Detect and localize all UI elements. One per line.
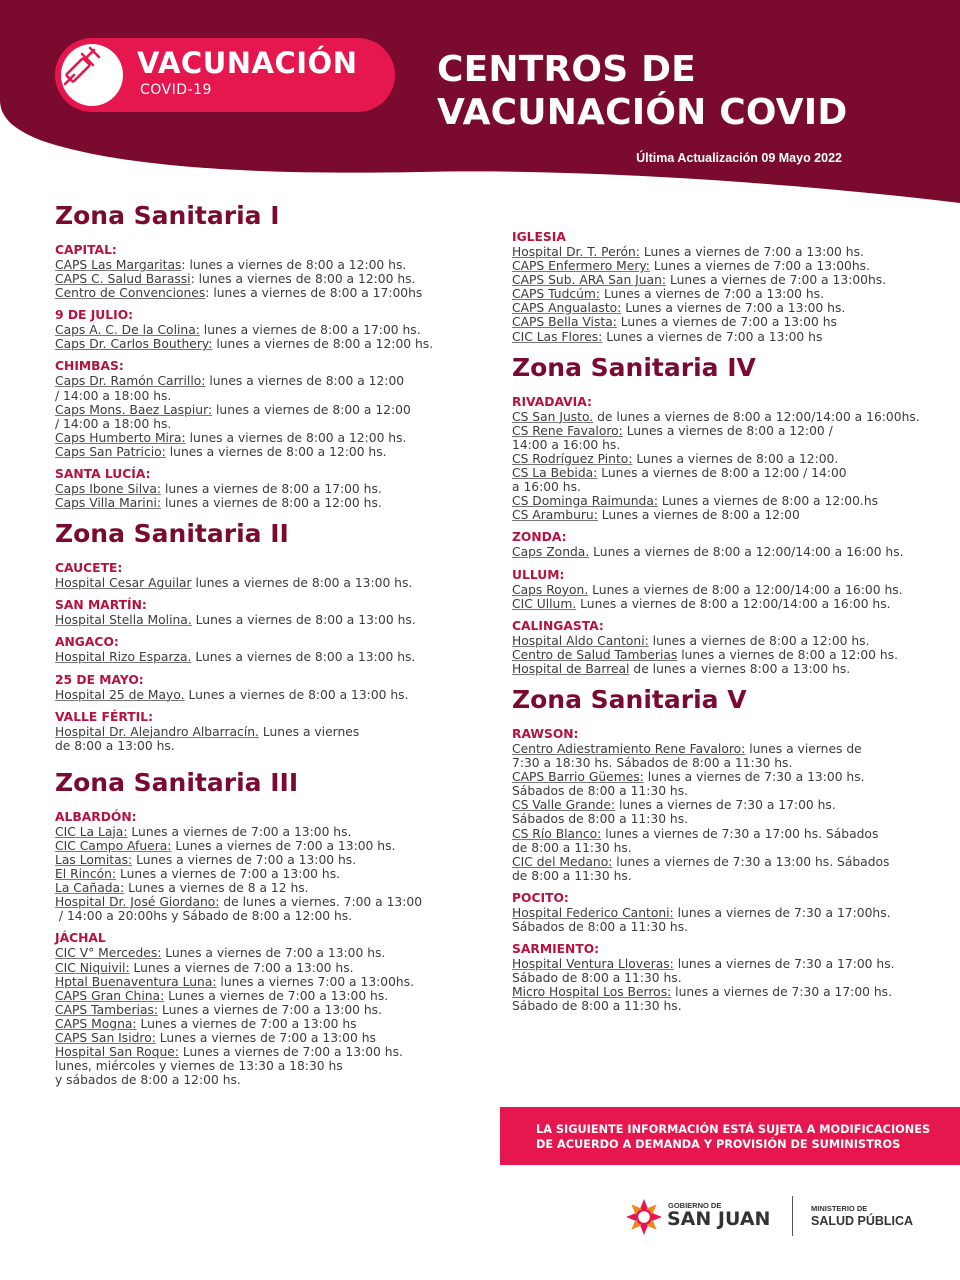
syringe-icon: [61, 44, 123, 106]
center-entry: [512, 424, 942, 438]
center-name: CAPS Mogna:: [55, 1016, 137, 1031]
center-entry: [55, 909, 475, 923]
center-name: CAPS San Isidro:: [55, 1031, 156, 1045]
center-entry: [55, 613, 475, 627]
center-entry: [512, 841, 942, 855]
center-schedule: Lunes a viernes de 7:00 a 13:00 hs.: [116, 867, 341, 882]
notice-line-2: DE ACUERDO A DEMANDA Y PROVISIÓN DE SUMINISTROS: [536, 1138, 901, 1151]
center-name: CAPS C. Salud Barassi: [55, 272, 191, 287]
center-schedule: / 14:00 a 18:00 hs.: [55, 388, 172, 403]
center-entry: [55, 975, 475, 989]
center-schedule: / 14:00 a 18:00 hs.: [55, 416, 172, 431]
center-schedule: Lunes a viernes de 7:00 a 13:00 hs.: [639, 245, 864, 259]
center-name: CIC del Medano:: [512, 854, 613, 869]
center-schedule: y sábados de 8:00 a 12:00 hs.: [55, 1073, 241, 1088]
badge-subtitle: COVID-19: [140, 82, 212, 98]
center-name: CAPS Tudcúm:: [512, 287, 601, 302]
center-schedule: Sábado de 8:00 a 11:30 hs.: [512, 999, 682, 1014]
zone-heading: Zona Sanitaria V: [512, 684, 747, 714]
center-entry: [512, 245, 942, 259]
center-schedule: lunes a viernes de 8:00 a 17:00 hs.: [199, 323, 421, 338]
center-entry: [512, 634, 942, 648]
center-name: CAPS Tamberias:: [55, 1002, 159, 1017]
center-schedule: Lunes a viernes de 8:00 a 12:00/14:00 a 16:00 hs.: [589, 545, 904, 560]
department-heading: ANGACO:: [55, 635, 119, 650]
department-heading: IGLESIA: [512, 230, 566, 244]
center-name: CAPS Sub. ARA San Juan:: [512, 273, 667, 288]
center-name: CIC Ullum.: [512, 596, 577, 611]
center-list: [512, 957, 942, 1013]
zone-heading: Zona Sanitaria IV: [512, 352, 756, 382]
center-schedule: Lunes a viernes de 8:00 a 13:00 hs.: [191, 650, 416, 665]
center-entry: [512, 597, 942, 611]
zone-section: [55, 200, 475, 510]
center-name: CIC Niquivil:: [55, 960, 130, 975]
department-heading: VALLE FÉRTIL:: [55, 709, 153, 724]
title-line-2: VACUNACIÓN COVID: [437, 92, 848, 133]
center-entry: [512, 999, 942, 1013]
center-entry: [55, 825, 475, 839]
center-entry: [55, 496, 475, 510]
department-heading: RIVADAVIA:: [512, 394, 592, 409]
center-schedule: Lunes a viernes de 8:00 a 12:00: [597, 508, 800, 523]
center-schedule: Lunes a viernes de 8 a 12 hs.: [124, 881, 309, 896]
center-entry: [55, 431, 475, 445]
center-entry: [512, 812, 942, 826]
center-schedule: lunes a viernes de 8:00 a 12:00 hs.: [648, 633, 870, 648]
department-heading: ZONDA:: [512, 530, 567, 545]
center-list: [55, 946, 475, 1087]
center-schedule: Lunes a viernes de 8:00 a 12:00.: [632, 451, 839, 466]
center-name: Hospital Rizo Esparza.: [55, 650, 192, 665]
center-schedule: : lunes a viernes de 8:00 a 12:00 hs.: [190, 272, 416, 287]
center-name: CAPS Enfermero Mery:: [512, 259, 650, 274]
department-heading: CAUCETE:: [55, 561, 123, 576]
center-name: CS Aramburu:: [512, 508, 598, 523]
center-name: Hptal Buenaventura Luna:: [55, 974, 217, 989]
center-schedule: Lunes a viernes de 7:00 a 13:00 hs.: [621, 301, 846, 316]
vaccination-badge: [55, 38, 395, 112]
center-schedule: lunes a viernes de 8:00 a 17:00 hs.: [161, 482, 382, 497]
center-entry: [55, 1073, 475, 1087]
center-list: [512, 634, 942, 676]
center-entry: [512, 920, 942, 934]
center-entry: [55, 867, 475, 881]
department-heading: 9 DE JULIO:: [55, 308, 134, 323]
center-entry: [512, 798, 942, 812]
last-update: Última Actualización 09 Mayo 2022: [636, 151, 842, 165]
center-entry: [55, 739, 475, 753]
zone-heading: Zona Sanitaria II: [55, 519, 289, 549]
center-name: CAPS Las Margaritas: [55, 258, 182, 272]
center-schedule: Lunes a viernes de 7:00 a 13:00 hs.: [161, 946, 386, 961]
center-entry: [55, 1003, 475, 1017]
center-schedule: 7:30 a 18:30 hs. Sábados de 8:00 a 11:30 hs.: [512, 756, 793, 771]
center-schedule: de lunes a viernes. 7:00 a 13:00: [219, 895, 423, 910]
center-name: Hospital 25 de Mayo.: [55, 687, 185, 702]
center-schedule: Lunes a viernes de 8:00 a 12:00.hs: [658, 494, 879, 509]
center-schedule: de 8:00 a 13:00 hs.: [55, 738, 175, 753]
department-heading: CAPITAL:: [55, 243, 117, 257]
center-schedule: Lunes a viernes de 7:00 a 13:00 hs.: [600, 287, 824, 302]
center-entry: [512, 583, 942, 597]
center-entry: [512, 452, 942, 466]
center-list: [55, 613, 475, 627]
sun-logo-icon: [624, 1197, 664, 1237]
center-entry: [512, 855, 942, 869]
center-entry: [55, 946, 475, 960]
center-list: [55, 650, 475, 664]
center-name: Caps San Patricio:: [55, 444, 166, 459]
department-heading: CALINGASTA:: [512, 618, 604, 633]
center-name: CS Dominga Raimunda:: [512, 494, 659, 509]
center-schedule: lunes a viernes de 7:30 a 17:00 hs. Sábados: [601, 826, 879, 841]
department-heading: SARMIENTO:: [512, 942, 600, 957]
center-name: Hospital Ventura Lloveras:: [512, 957, 674, 972]
center-name: CS Rene Favaloro:: [512, 423, 623, 438]
center-schedule: Lunes a viernes de 8:00 a 12:00 /: [622, 423, 833, 438]
center-name: Caps Mons. Baez Laspiur:: [55, 402, 213, 417]
center-name: El Rincón:: [55, 867, 117, 882]
center-name: CAPS Gran China:: [55, 988, 165, 1003]
center-schedule: de 8:00 a 11:30 hs.: [512, 868, 632, 883]
center-name: Centro Adiestramiento Rene Favaloro:: [512, 741, 746, 756]
center-schedule: Lunes a viernes de 7:00 a 13:00 hs: [136, 1016, 357, 1031]
center-entry: [512, 545, 942, 559]
center-schedule: Lunes a viernes de 7:00 a 13:00 hs: [602, 329, 823, 344]
center-schedule: lunes a viernes de 7:30 a 13:00 hs.: [643, 770, 865, 785]
center-entry: [55, 1031, 475, 1045]
center-entry: [55, 389, 475, 403]
center-schedule: : lunes a viernes de 8:00 a 17:00hs: [205, 286, 423, 301]
zone-section: [55, 767, 475, 1088]
center-list: [512, 410, 942, 523]
center-entry: [512, 494, 942, 508]
center-schedule: lunes a viernes de 8:00 a 12:00 hs.: [677, 647, 899, 662]
title-line-1: CENTROS DE: [437, 49, 696, 90]
center-entry: [512, 301, 942, 315]
center-schedule: Lunes a viernes de 7:00 a 13:00hs.: [649, 259, 870, 274]
center-entry: [55, 839, 475, 853]
center-entry: [55, 881, 475, 895]
department-heading: SANTA LUCÍA:: [55, 467, 151, 482]
center-name: CS La Bebida:: [512, 466, 598, 481]
center-name: Caps Royon.: [512, 582, 589, 597]
center-schedule: lunes a viernes de: [745, 741, 862, 756]
center-name: CS Rodríguez Pinto:: [512, 451, 633, 466]
center-name: CS Valle Grande:: [512, 798, 616, 813]
center-schedule: Lunes a viernes de 7:00 a 13:00 hs.: [164, 988, 389, 1003]
center-name: CIC V° Mercedes:: [55, 946, 162, 961]
center-entry: [512, 648, 942, 662]
center-schedule: lunes a viernes de 8:00 a 12:00: [212, 402, 411, 417]
center-name: Hospital Cesar Aguilar: [55, 576, 192, 591]
center-entry: [512, 438, 942, 452]
center-entry: [55, 853, 475, 867]
center-schedule: Lunes a viernes de 8:00 a 12:00/14:00 a 16:00 hs.: [576, 596, 891, 611]
center-schedule: lunes, miércoles y viernes de 13:30 a 18:30 hs: [55, 1059, 343, 1074]
center-name: Hospital San Roque:: [55, 1045, 179, 1060]
logo-divider: [792, 1196, 793, 1236]
center-name: Hospital Federico Cantoni:: [512, 905, 674, 920]
center-name: Hospital Dr. T. Perón:: [512, 245, 640, 259]
center-name: Hospital Stella Molina.: [55, 613, 192, 628]
header-banner: [0, 0, 960, 205]
center-entry: [512, 957, 942, 971]
center-entry: [512, 259, 942, 273]
center-schedule: Lunes a viernes de 8:00 a 12:00 / 14:00: [597, 466, 847, 481]
center-schedule: lunes a viernes de 7:30 a 17:00 hs.: [673, 957, 895, 972]
center-entry: [55, 961, 475, 975]
gobierno-san-juan-logo: [624, 1197, 794, 1237]
center-entry: [512, 508, 942, 522]
center-schedule: Lunes a viernes de 7:00 a 13:00 hs.: [132, 852, 357, 867]
center-entry: [55, 482, 475, 496]
center-schedule: de 8:00 a 11:30 hs.: [512, 840, 632, 855]
badge-title: VACUNACIÓN: [137, 46, 358, 80]
department-heading: SAN MARTÍN:: [55, 598, 147, 613]
notice-line-1: LA SIGUIENTE INFORMACIÓN ESTÁ SUJETA A MODIFICACIONES: [536, 1123, 931, 1136]
center-name: CAPS Angualasto:: [512, 301, 622, 316]
center-entry: [512, 466, 942, 480]
center-name: Hospital Aldo Cantoni:: [512, 633, 649, 648]
center-entry: [55, 286, 475, 300]
center-name: CS Río Blanco:: [512, 826, 602, 841]
center-entry: [512, 971, 942, 985]
center-entry: [512, 770, 942, 784]
center-schedule: Sábados de 8:00 a 11:30 hs.: [512, 812, 689, 827]
center-schedule: lunes a viernes de 8:00 a 12:00: [205, 374, 405, 389]
center-name: Caps Dr. Carlos Bouthery:: [55, 337, 213, 352]
department-heading: 25 DE MAYO:: [55, 672, 144, 687]
center-name: CIC Las Flores:: [512, 329, 603, 344]
center-list: [55, 725, 475, 753]
center-schedule: Lunes a viernes de 7:00 a 13:00hs.: [666, 273, 887, 288]
department-heading: JÁCHAL: [55, 931, 106, 946]
center-list: [55, 482, 475, 510]
center-entry: [55, 650, 475, 664]
center-name: Centro de Convenciones: [55, 286, 206, 301]
center-entry: [512, 315, 942, 329]
department-heading: RAWSON:: [512, 726, 579, 741]
zone-heading: Zona Sanitaria I: [55, 201, 280, 230]
center-entry: [55, 258, 475, 272]
center-entry: [512, 756, 942, 770]
center-entry: [55, 576, 475, 590]
center-schedule: lunes a viernes de 7:30 a 17:00 hs.: [671, 985, 892, 1000]
center-entry: [512, 742, 942, 756]
center-schedule: lunes a viernes de 8:00 a 12:00 hs.: [161, 496, 382, 511]
left-column: [55, 200, 475, 1095]
center-entry: [512, 827, 942, 841]
center-schedule: Lunes a viernes de 7:00 a 13:00 hs.: [171, 838, 396, 853]
min-small-label: MINISTERIO DE: [811, 1204, 868, 1213]
center-schedule: Lunes a viernes de 7:00 a 13:00 hs: [155, 1031, 376, 1045]
center-name: Centro de Salud Tamberias: [512, 647, 678, 662]
center-name: Hospital de Barreal: [512, 661, 630, 676]
center-schedule: Lunes a viernes de 7:00 a 13:00 hs.: [129, 960, 354, 975]
center-schedule: de lunes a viernes de 8:00 a 12:00/14:00 a 16:00hs.: [593, 409, 920, 424]
department-heading: POCITO:: [512, 890, 569, 905]
center-schedule: lunes a viernes de 8:00 a 12:00 hs.: [165, 444, 387, 459]
center-name: Caps Ibone Silva:: [55, 482, 162, 497]
zone-heading: Zona Sanitaria III: [55, 767, 299, 797]
center-entry: [512, 784, 942, 798]
center-schedule: Sábados de 8:00 a 11:30 hs.: [512, 920, 689, 934]
center-entry: [512, 287, 942, 301]
center-entry: [512, 410, 942, 424]
center-entry: [55, 895, 475, 909]
center-entry: [55, 417, 475, 431]
center-schedule: lunes a viernes de 7:30 a 13:00 hs. Sábados: [612, 854, 890, 869]
department-heading: ULLUM:: [512, 567, 565, 582]
center-schedule: Lunes a viernes de 7:00 a 13:00 hs: [616, 315, 837, 330]
center-entry: [55, 323, 475, 337]
center-entry: [55, 1059, 475, 1073]
center-schedule: lunes a viernes de 8:00 a 12:00 hs.: [212, 337, 434, 352]
center-name: Caps Humberto Mira:: [55, 430, 186, 445]
center-list: [55, 258, 475, 300]
center-entry: [55, 403, 475, 417]
center-schedule: Lunes a viernes de 8:00 a 12:00/14:00 a 16:00 hs.: [588, 582, 903, 597]
center-name: CIC La Laja:: [55, 824, 128, 839]
center-list: [512, 742, 942, 883]
center-entry: [512, 869, 942, 883]
center-entry: [512, 273, 942, 287]
center-schedule: lunes a viernes de 7:30 a 17:00hs.: [673, 905, 891, 920]
gob-big-label: SAN JUAN: [667, 1208, 771, 1230]
page-title: [437, 48, 847, 134]
notice-banner: [500, 1107, 960, 1165]
center-name: Las Lomitas:: [55, 852, 133, 867]
center-entry: [512, 662, 942, 676]
zone-section: [512, 230, 942, 344]
center-schedule: 14:00 a 16:00 hs.: [512, 437, 621, 452]
center-name: La Cañada:: [55, 881, 125, 896]
center-name: Caps Zonda.: [512, 545, 590, 560]
zone-section: [55, 518, 475, 753]
center-entry: [512, 985, 942, 999]
center-schedule: Sábado de 8:00 a 11:30 hs.: [512, 971, 682, 986]
gob-small-label: GOBIERNO DE: [668, 1201, 722, 1210]
center-list: [55, 576, 475, 590]
center-entry: [512, 330, 942, 344]
center-name: CS San Justo.: [512, 409, 594, 424]
zone-section: [512, 352, 942, 676]
right-column: [512, 227, 942, 1021]
center-name: CAPS Bella Vista:: [512, 315, 617, 330]
center-schedule: Lunes a viernes de 8:00 a 13:00 hs.: [191, 613, 416, 628]
center-entry: [55, 1045, 475, 1059]
center-schedule: lunes a viernes 7:00 a 13:00hs.: [216, 974, 415, 989]
min-big-label: SALUD PÚBLICA: [811, 1214, 914, 1228]
center-list: [512, 245, 942, 344]
center-schedule: Lunes a viernes de 7:00 a 13:00 hs.: [158, 1002, 382, 1017]
center-schedule: Lunes a viernes de 8:00 a 13:00 hs.: [184, 687, 409, 702]
center-entry: [55, 688, 475, 702]
center-schedule: Lunes a viernes: [258, 724, 360, 739]
center-name: Caps Villa Marini:: [55, 496, 162, 511]
zone-section: [512, 684, 942, 1014]
center-entry: [55, 272, 475, 286]
center-entry: [512, 906, 942, 920]
center-schedule: / 14:00 a 20:00hs y Sábado de 8:00 a 12:00 hs.: [55, 909, 353, 924]
center-list: [55, 323, 475, 351]
center-schedule: lunes a viernes de 8:00 a 12:00 hs.: [185, 430, 407, 445]
center-schedule: : lunes a viernes de 8:00 a 12:00 hs.: [181, 258, 407, 272]
center-schedule: Sábados de 8:00 a 11:30 hs.: [512, 784, 689, 799]
center-name: CIC Campo Afuera:: [55, 838, 172, 853]
center-schedule: Lunes a viernes de 7:00 a 13:00 hs.: [127, 824, 352, 839]
center-entry: [512, 480, 942, 494]
center-schedule: a 16:00 hs.: [512, 480, 581, 495]
center-name: Micro Hospital Los Berros:: [512, 985, 672, 1000]
center-name: Caps Dr. Ramón Carrillo:: [55, 374, 206, 389]
center-schedule: lunes a viernes de 8:00 a 13:00 hs.: [191, 576, 413, 591]
center-entry: [55, 337, 475, 351]
center-name: Hospital Dr. Alejandro Albarracín.: [55, 724, 259, 739]
center-list: [55, 825, 475, 924]
center-list: [512, 906, 942, 934]
center-list: [55, 374, 475, 459]
center-name: Caps A. C. De la Colina:: [55, 323, 200, 338]
center-entry: [55, 725, 475, 739]
department-heading: CHIMBAS:: [55, 359, 124, 374]
center-name: Hospital Dr. José Giordano:: [55, 895, 220, 910]
center-entry: [55, 989, 475, 1003]
center-list: [512, 583, 942, 611]
center-entry: [55, 1017, 475, 1031]
center-schedule: lunes a viernes de 7:30 a 17:00 hs.: [615, 798, 836, 813]
department-heading: ALBARDÓN:: [55, 809, 137, 824]
center-name: CAPS Barrio Güemes:: [512, 770, 644, 785]
center-entry: [55, 445, 475, 459]
center-entry: [55, 374, 475, 388]
center-schedule: Lunes a viernes de 7:00 a 13:00 hs.: [178, 1045, 403, 1060]
center-list: [55, 688, 475, 702]
center-list: [512, 545, 942, 559]
center-schedule: de lunes a viernes 8:00 a 13:00 hs.: [629, 661, 851, 676]
ministerio-logo: [811, 1204, 941, 1234]
